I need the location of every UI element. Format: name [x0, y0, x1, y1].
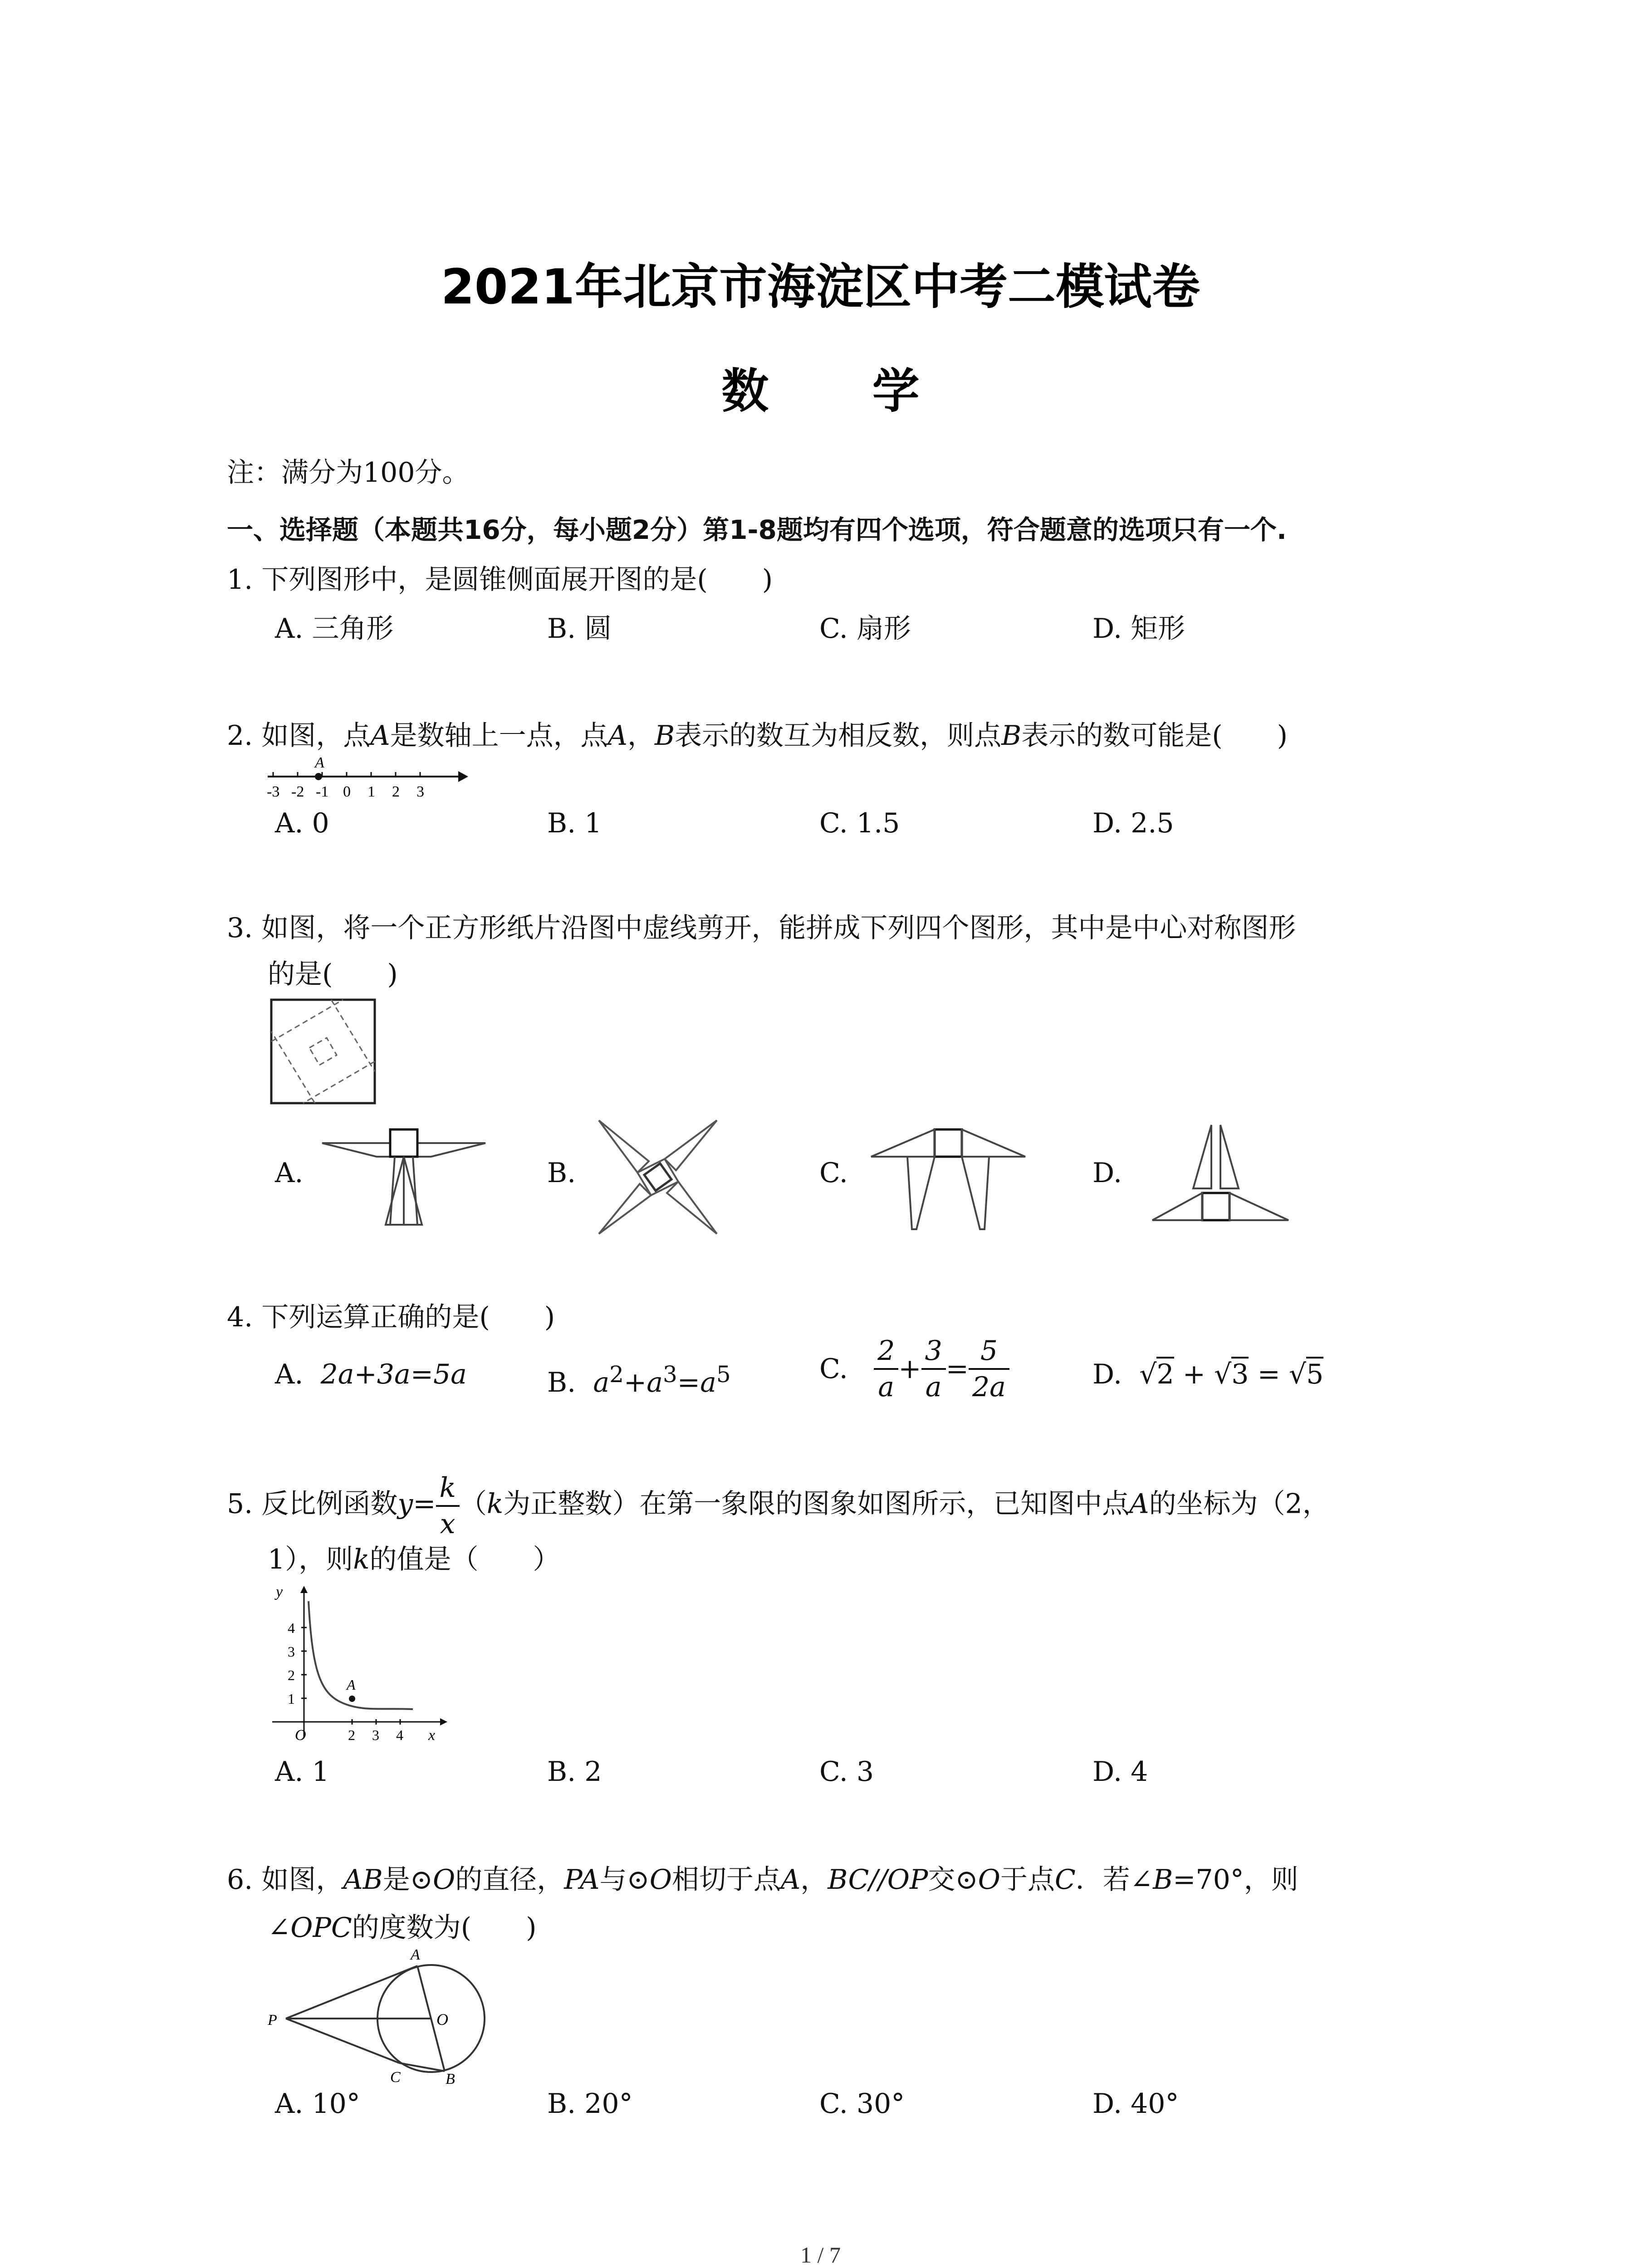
circle-tangent-figure: [263, 1946, 508, 2096]
q2-option-b: B. 1: [547, 807, 602, 839]
stem-var: A: [370, 720, 390, 752]
segment-cb: [399, 2063, 445, 2071]
q2-option-a: A. 0: [275, 807, 329, 839]
operator: =: [1257, 1359, 1280, 1390]
option-letter: C.: [819, 1353, 848, 1385]
option-b-figure: [590, 1111, 726, 1243]
radicand: 5: [1306, 1357, 1323, 1390]
operator: =: [945, 1353, 969, 1385]
radicand: 2: [1156, 1357, 1174, 1390]
stem-var: B: [1153, 1864, 1173, 1896]
subject-title: 数 学: [721, 363, 963, 419]
q4-option-b: [547, 1356, 731, 1401]
question-3: [227, 910, 1296, 946]
question-6: [227, 1862, 1298, 1898]
stem-var: AB: [343, 1864, 383, 1896]
numerator: 2: [874, 1337, 898, 1370]
label-c: C: [390, 2069, 401, 2086]
x-tick-label: 3: [372, 1727, 379, 1743]
stem-text: （: [459, 1488, 487, 1520]
q1-option-b: B. 圆: [547, 613, 612, 645]
question-number: 4.: [227, 1301, 253, 1333]
term: a: [700, 1367, 716, 1398]
q4-option-d: D. √2 + √3 = √5: [1092, 1356, 1323, 1393]
number-line-tick-label: 1: [367, 783, 375, 800]
question-5-line2: [268, 1541, 560, 1578]
stem-text: 如图，: [261, 1864, 343, 1896]
q3-option-d: D.: [1092, 1157, 1122, 1189]
q6-option-b: B. 20°: [547, 2088, 633, 2120]
term: a: [647, 1367, 663, 1398]
denominator: x: [440, 1508, 456, 1540]
option-letter: B.: [547, 1367, 576, 1398]
fraction: [874, 1337, 898, 1401]
number-line-tick-label: -2: [291, 783, 304, 800]
x-axis-arrow: [440, 1718, 447, 1725]
x-tick-label: 4: [396, 1727, 403, 1743]
question-stem: 下列运算正确的是( ): [261, 1301, 555, 1333]
question-4: [227, 1299, 555, 1335]
question-number: 5.: [227, 1488, 253, 1520]
hyperbola-curve: [309, 1601, 413, 1709]
page-number: 1 / 7: [800, 2242, 841, 2268]
stem-var: A: [780, 1864, 801, 1896]
stem-text: 表示的数互为相反数，则点: [675, 720, 1002, 752]
option-letter: D.: [1092, 1359, 1122, 1390]
y-tick-label: 4: [288, 1620, 295, 1636]
stem-var: OPC: [290, 1912, 352, 1944]
y-tick-label: 2: [288, 1667, 295, 1683]
y-tick-label: 3: [288, 1643, 295, 1660]
q3-option-a: A.: [275, 1157, 304, 1189]
stem-text: 与⊙: [599, 1864, 650, 1896]
question-3-line2: 的是( ): [268, 958, 398, 990]
denominator: a: [925, 1371, 942, 1403]
numerator: k: [436, 1474, 460, 1507]
numerator: 3: [921, 1337, 946, 1370]
x-axis-label: x: [428, 1727, 436, 1744]
q6-option-d: D. 40°: [1092, 2088, 1179, 2120]
q6-option-c: C. 30°: [819, 2088, 905, 2120]
q1-option-d: D. 矩形: [1092, 613, 1185, 645]
q2-option-c: C. 1.5: [819, 807, 900, 839]
stem-var: k: [486, 1488, 504, 1520]
y-axis-label: y: [276, 1584, 283, 1600]
stem-var: A: [607, 720, 628, 752]
question-1: [227, 562, 773, 598]
q1-option-a: A. 三角形: [275, 613, 394, 645]
stem-var: O: [433, 1864, 456, 1896]
numerator: 5: [969, 1337, 1009, 1370]
label-a: A: [411, 1946, 420, 1963]
y-tick-label: 1: [288, 1691, 295, 1707]
segment-pa: [286, 1966, 417, 2019]
question-number: 1.: [227, 564, 253, 596]
stem-text: 如图，点: [261, 720, 371, 752]
stem-text: ．若∠: [1075, 1864, 1153, 1896]
stem-text: 是数轴上一点，点: [390, 720, 608, 752]
stem-text: =70°，则: [1173, 1864, 1298, 1896]
q5-option-a: A. 1: [275, 1756, 329, 1788]
number-line-tick-label: 2: [392, 783, 400, 800]
option-expression: 2a+3a=5a: [320, 1359, 467, 1390]
stem-text: 交⊙: [928, 1864, 978, 1896]
q4-option-a: [275, 1356, 467, 1393]
stem-text: ，: [627, 720, 655, 752]
operator: +: [898, 1353, 921, 1385]
stem-var: O: [649, 1864, 672, 1896]
point-a-dot: [315, 773, 322, 780]
stem-text: 1），则: [268, 1544, 353, 1575]
number-line-tick-label: -3: [267, 783, 280, 800]
x-tick-label: 2: [348, 1727, 355, 1743]
origin-label: O: [295, 1727, 306, 1744]
dashed-cut-lines: [271, 1000, 375, 1103]
q5-option-c: C. 3: [819, 1756, 874, 1788]
stem-text: 的直径，: [455, 1864, 564, 1896]
denominator: 2a: [972, 1371, 1006, 1403]
stem-var: BC//OP: [828, 1864, 928, 1896]
stem-text: 反比例函数: [261, 1488, 398, 1520]
q1-option-c: C. 扇形: [819, 613, 911, 645]
stem-text: 如图，将一个正方形纸片沿图中虚线剪开，能拼成下列四个图形，其中是中心对称图形: [261, 912, 1296, 944]
stem-var: C: [1054, 1864, 1076, 1896]
number-line-figure: [263, 753, 472, 803]
point-a-label: A: [315, 754, 324, 771]
stem-text: 的度数为( ): [352, 1912, 537, 1944]
label-o: O: [436, 2010, 448, 2028]
fraction: [921, 1337, 946, 1401]
number-line-tick-label: 0: [343, 783, 351, 800]
stem-text: 于点: [1000, 1864, 1055, 1896]
cut-square-figure: [269, 998, 378, 1107]
option-d-figure: [1143, 1116, 1298, 1234]
stem-text: 的坐标为（2，: [1149, 1488, 1330, 1520]
option-letter: A.: [275, 1359, 304, 1390]
stem-text: 表示的数可能是( ): [1021, 720, 1288, 752]
stem-text: 相切于点: [671, 1864, 781, 1896]
y-axis-arrow: [300, 1586, 308, 1593]
exponent: 5: [716, 1361, 731, 1388]
question-6-line2: [268, 1910, 537, 1946]
question-5: [227, 1474, 1330, 1538]
fraction: [969, 1337, 1009, 1401]
label-b: B: [446, 2071, 455, 2087]
point-a-dot: [349, 1696, 355, 1702]
term: a: [593, 1367, 610, 1398]
q6-option-a: A. 10°: [275, 2088, 360, 2120]
square-outline: [271, 1000, 375, 1103]
question-number: 6.: [227, 1864, 253, 1896]
label-p: P: [268, 2012, 277, 2028]
stem-text: ∠: [268, 1912, 291, 1944]
q4-option-c: [819, 1337, 1009, 1401]
stem-var: PA: [564, 1864, 600, 1896]
q3-option-c: C.: [819, 1157, 848, 1189]
stem-var: A: [1129, 1488, 1149, 1520]
exponent: 3: [662, 1361, 677, 1388]
stem-var: k: [353, 1544, 370, 1575]
question-2: [227, 718, 1288, 754]
q3-option-b: B.: [547, 1157, 576, 1189]
operator: +: [623, 1367, 647, 1398]
question-number: 2.: [227, 720, 253, 752]
stem-text: 的值是（ ）: [369, 1544, 560, 1575]
q5-option-d: D. 4: [1092, 1756, 1148, 1788]
number-line-arrow: [458, 771, 468, 782]
hyperbola-graph: [263, 1583, 454, 1746]
q2-option-d: D. 2.5: [1092, 807, 1174, 839]
exam-title: 2021年北京市海淀区中考二模试卷: [441, 259, 1200, 315]
stem-var: y=: [397, 1488, 436, 1520]
operator: +: [1182, 1359, 1205, 1390]
stem-text: 是⊙: [382, 1864, 433, 1896]
option-c-figure: [862, 1120, 1034, 1234]
point-a-label: A: [347, 1677, 356, 1693]
question-number: 3.: [227, 912, 253, 944]
option-a-figure: [318, 1120, 490, 1229]
number-line-tick-label: -1: [316, 783, 329, 800]
stem-text: ，: [800, 1864, 828, 1896]
exponent: 2: [609, 1361, 624, 1388]
section-heading: 一、选择题（本题共16分，每小题2分）第1-8题均有四个选项，符合题意的选项只有一个.: [227, 514, 1287, 545]
stem-text: 为正整数）在第一象限的图象如图所示，已知图中点: [503, 1488, 1130, 1520]
score-note: 注：满分为100分。: [227, 457, 470, 489]
stem-var: O: [978, 1864, 1000, 1896]
number-line-tick-label: 3: [416, 783, 424, 800]
fraction: [436, 1474, 460, 1538]
question-stem: 下列图形中，是圆锥侧面展开图的是( ): [261, 564, 773, 596]
denominator: a: [878, 1371, 895, 1403]
q5-option-b: B. 2: [547, 1756, 602, 1788]
radicand: 3: [1231, 1357, 1249, 1390]
operator: =: [677, 1367, 700, 1398]
stem-var: B: [655, 720, 675, 752]
stem-var: B: [1001, 720, 1022, 752]
